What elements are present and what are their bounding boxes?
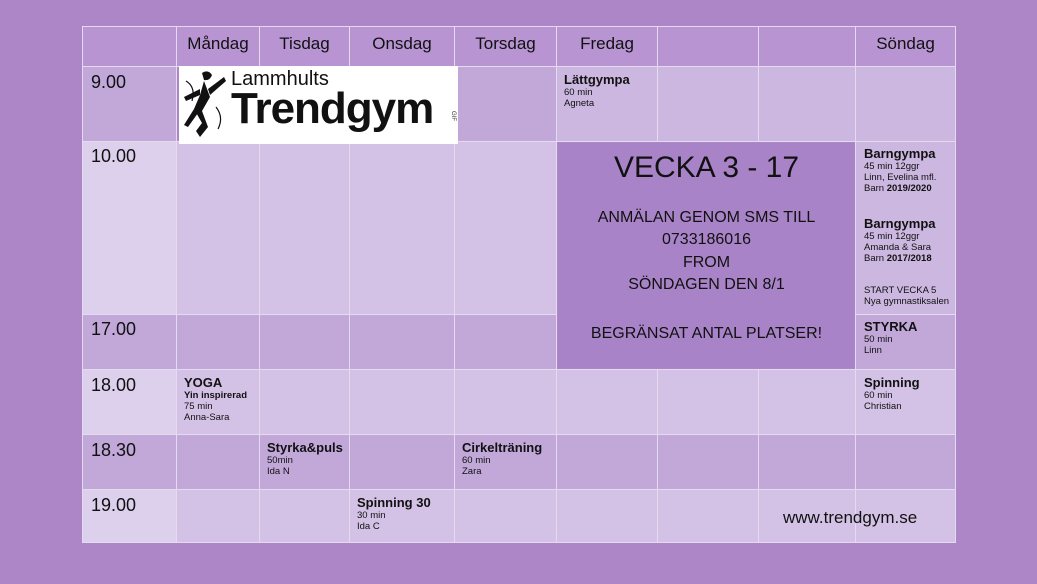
- dancer-figure-icon: [180, 67, 230, 143]
- cell: [758, 369, 856, 435]
- cell: [657, 369, 759, 435]
- website-link[interactable]: www.trendgym.se: [783, 508, 918, 527]
- note-line: Nya gymnastiksalen: [864, 295, 950, 307]
- header-day-blank-2: [758, 26, 856, 67]
- notice-line: FROM: [682, 253, 731, 271]
- class-instructor: Zara: [462, 465, 482, 477]
- cell: [176, 141, 260, 315]
- class-entry-thursday-1830: [462, 441, 542, 478]
- time-label: 9.00: [91, 72, 127, 92]
- note-line: START VECKA 5: [864, 285, 937, 296]
- class-duration: 50 min: [864, 333, 893, 345]
- cell: [657, 434, 759, 490]
- class-instructor: Ida C: [357, 520, 380, 532]
- cell: [259, 369, 350, 435]
- class-title: Cirkelträning: [462, 440, 543, 455]
- notice-phone: 0733186016: [662, 231, 751, 249]
- cell: [657, 489, 759, 543]
- cell: [556, 489, 658, 543]
- class-entry-sunday-1700: [864, 320, 917, 357]
- time-label: 17.00: [91, 319, 137, 339]
- day-label-wednesday: Onsdag: [372, 34, 432, 53]
- cell: [657, 66, 759, 142]
- class-title: Spinning 30: [357, 495, 431, 510]
- time-label: 18.00: [91, 375, 137, 395]
- cell: [349, 141, 455, 315]
- cell: [349, 369, 455, 435]
- day-label-monday: Måndag: [187, 34, 249, 53]
- class-entry-sunday-1000b: [864, 217, 936, 265]
- header-corner: [82, 26, 177, 67]
- class-duration: 45 min 12ggr: [864, 160, 920, 172]
- cell: [349, 434, 455, 490]
- class-title: Styrka&puls: [267, 440, 343, 455]
- cell: [176, 489, 260, 543]
- class-entry-wednesday-1900: [357, 496, 431, 533]
- class-age-group: Barn 2017/2018: [864, 252, 932, 264]
- class-entry-monday-1800: [184, 376, 247, 424]
- class-note-sunday-start: [864, 286, 949, 308]
- day-label-thursday: Torsdag: [475, 34, 536, 53]
- day-label-sunday: Söndag: [876, 34, 935, 53]
- class-title: Lättgympa: [564, 72, 630, 87]
- class-duration: 75 min: [184, 400, 213, 412]
- cell: [454, 369, 557, 435]
- class-entry-sunday-1800: [864, 376, 920, 413]
- class-age-group: Barn 2019/2020: [864, 182, 932, 194]
- class-title: STYRKA: [864, 319, 918, 334]
- class-entry-tuesday-1830: [267, 441, 343, 478]
- cell: [855, 434, 956, 490]
- class-instructor: Linn: [864, 344, 882, 356]
- class-instructor: Anna-Sara: [184, 411, 230, 423]
- time-label: 18.30: [91, 440, 137, 460]
- header-day-blank-1: [657, 26, 759, 67]
- cell: [176, 434, 260, 490]
- time-cell-1000: [82, 141, 177, 315]
- time-label: 19.00: [91, 495, 137, 515]
- cell: [454, 489, 557, 543]
- time-label: 10.00: [91, 146, 137, 166]
- cell: [758, 66, 856, 142]
- notice-line: ANMÄLAN GENOM SMS TILL: [597, 209, 816, 226]
- cell: [349, 314, 455, 370]
- class-entry-sunday-1000a: [864, 147, 936, 195]
- class-instructor: Linn, Evelina mfl.: [864, 171, 937, 183]
- day-label-friday: Fredag: [580, 34, 634, 53]
- logo-top-text: Lammhults: [231, 68, 329, 90]
- cell: [176, 314, 260, 370]
- cell: [259, 489, 350, 543]
- class-entry-friday-900: [564, 73, 630, 110]
- class-title: YOGA: [184, 375, 223, 390]
- cell: [556, 434, 658, 490]
- class-title: Barngympa: [864, 216, 936, 231]
- cell: [758, 434, 856, 490]
- class-subtitle: Yin inspirerad: [184, 389, 247, 401]
- class-duration: 45 min 12ggr: [864, 230, 920, 242]
- notice-week: VECKA 3 - 17: [613, 151, 800, 184]
- class-duration: 30 min: [357, 509, 386, 521]
- class-duration: 50min: [267, 454, 293, 466]
- cell: [454, 314, 557, 370]
- class-instructor: Amanda & Sara: [864, 241, 932, 253]
- cell: [454, 66, 557, 142]
- class-instructor: Ida N: [267, 465, 290, 477]
- class-title: Barngympa: [864, 146, 936, 161]
- logo-tag: GIF: [450, 111, 456, 121]
- class-title: Spinning: [864, 375, 920, 390]
- day-label-tuesday: Tisdag: [279, 34, 330, 53]
- class-instructor: Christian: [864, 400, 902, 412]
- notice-box: [558, 143, 855, 368]
- trendgym-logo: [179, 66, 458, 144]
- logo-main-text: Trendgym: [231, 84, 434, 133]
- cell: [259, 141, 350, 315]
- cell: [855, 66, 956, 142]
- class-duration: 60 min: [462, 454, 491, 466]
- notice-limited: BEGRÄNSAT ANTAL PLATSER!: [590, 324, 823, 342]
- class-duration: 60 min: [564, 86, 593, 98]
- notice-line: SÖNDAGEN DEN 8/1: [628, 276, 785, 294]
- cell: [556, 369, 658, 435]
- cell: [454, 141, 557, 315]
- cell: [259, 314, 350, 370]
- class-duration: 60 min: [864, 389, 893, 401]
- class-instructor: Agneta: [564, 97, 595, 109]
